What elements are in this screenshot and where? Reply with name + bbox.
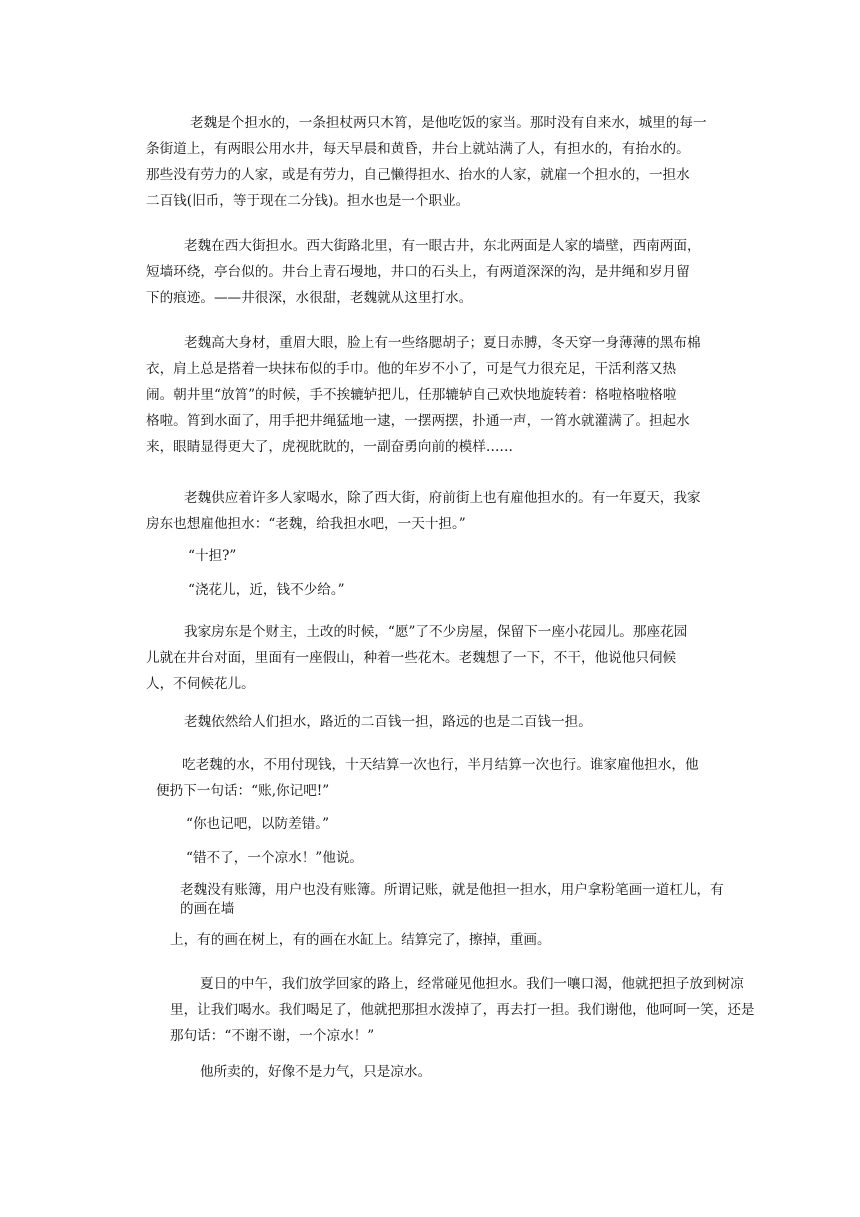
text-line: 闹。朝井里“放筲”的时候，手不挨辘轳把儿，任那辘轳自己欢快地旋转着：格啦格啦格啦 <box>146 387 677 403</box>
text-line: 下的痕迹。——井很深，水很甜，老魏就从这里打水。 <box>146 290 473 306</box>
paragraph-13 <box>170 927 551 953</box>
paragraph-12 <box>180 881 724 919</box>
text-line: 老魏供应着许多人家喝水，除了西大街，府前街上也有雇他担水的。有一年夏天，我家 <box>184 490 701 506</box>
text-line: 二百钱(旧币，等于现在二分钱)。担水也是一个职业。 <box>146 193 470 209</box>
dialogue-line <box>188 543 236 569</box>
text-line: 儿就在井台对面，里面有一座假山，种着一些花木。老魏想了一下，不干，他说他只伺候 <box>146 650 677 666</box>
text-line: 我家房东是个财主，土改的时候，“愿”了不少房屋，保留下一座小花园儿。那座花园 <box>184 624 688 640</box>
text-line: “错不了，一个凉水！”他说。 <box>186 850 364 866</box>
text-line: 老魏在西大街担水。西大街路北里，有一眼古井，东北两面是人家的墙壁，西南两面， <box>184 238 701 254</box>
paragraph-7 <box>146 619 687 697</box>
text-line: 短墙环绕，亭台似的。井台上青石墁地，井口的石头上，有两道深深的沟，是井绳和岁月留 <box>146 264 690 280</box>
text-line: 老魏依然给人们担水，路近的二百钱一担，路远的也是二百钱一担。 <box>184 714 592 730</box>
text-line: 夏日的中午，我们放学回家的路上，经常碰见他担水。我们一嚷口渴，他就把担子放到树凉 <box>200 976 744 992</box>
text-line: 吃老魏的水，不用付现钱，十天结算一次也行，半月结算一次也行。谁家雇他担水，他 <box>182 757 699 773</box>
text-line: 的画在墙 <box>180 901 235 917</box>
dialogue-line <box>186 811 329 837</box>
text-line: 那些没有劳力的人家，或是有劳力，自己懒得担水、抬水的人家，就雇一个担水的，一担水 <box>146 167 690 183</box>
text-line: “你也记吧，以防差错。” <box>186 816 330 832</box>
text-line: 老魏是个担水的，一条担杖两只木筲，是他吃饭的家当。那时没有自来水，城里的每一 <box>190 115 707 131</box>
text-line: “浇花儿，近，钱不少给。” <box>188 582 345 598</box>
text-line: 那句话：“不谢不谢，一个凉水！” <box>170 1028 375 1044</box>
paragraph-8 <box>184 709 592 735</box>
dialogue-line <box>188 577 345 603</box>
text-line: 里，让我们喝水。我们喝足了，他就把那担水泼掉了，再去打一担。我们谢他，他呵呵一笑，还是 <box>170 1002 755 1018</box>
paragraph-3 <box>146 330 701 460</box>
dialogue-line <box>186 845 363 871</box>
text-line: 来，眼睛显得更大了，虎视眈眈的，一副奋勇向前的模样…… <box>146 439 514 455</box>
paragraph-2 <box>146 233 701 311</box>
text-line: 老魏高大身材，重眉大眼，脸上有一些络腮胡子；夏日赤膊，冬天穿一身薄薄的黑布棉 <box>184 335 701 351</box>
paragraph-15 <box>200 1059 431 1085</box>
paragraph-1 <box>146 110 707 214</box>
text-line: 房东也想雇他担水：“老魏，给我担水吧，一天十担。” <box>146 516 466 532</box>
text-line: 衣，肩上总是搭着一块抹布似的手巾。他的年岁不小了，可是气力很充足，干活利落又热 <box>146 361 677 377</box>
paragraph-4 <box>146 485 701 537</box>
text-line: 老魏没有账簿，用户也没有账簿。所谓记账，就是他担一担水，用户拿粉笔画一道杠儿，有 <box>180 882 724 898</box>
text-line: 条街道上，有两眼公用水井，每天早晨和黄昏，井台上就站满了人，有担水的，有抬水的。 <box>146 141 690 157</box>
text-line: “十担?” <box>188 548 237 564</box>
text-line: 人，不伺候花儿。 <box>146 676 255 692</box>
paragraph-14 <box>170 971 755 1049</box>
paragraph-9 <box>156 752 699 804</box>
text-line: 他所卖的，好像不是力气，只是凉水。 <box>200 1064 432 1080</box>
text-line: 格啦。筲到水面了，用手把井绳猛地一逮，一摆两摆，扑通一声，一筲水就灌满了。担起水 <box>146 413 690 429</box>
text-line: 便扔下一句话：“账,你记吧!” <box>156 783 330 799</box>
text-line: 上，有的画在树上，有的画在水缸上。结算完了，擦掉，重画。 <box>170 932 551 948</box>
